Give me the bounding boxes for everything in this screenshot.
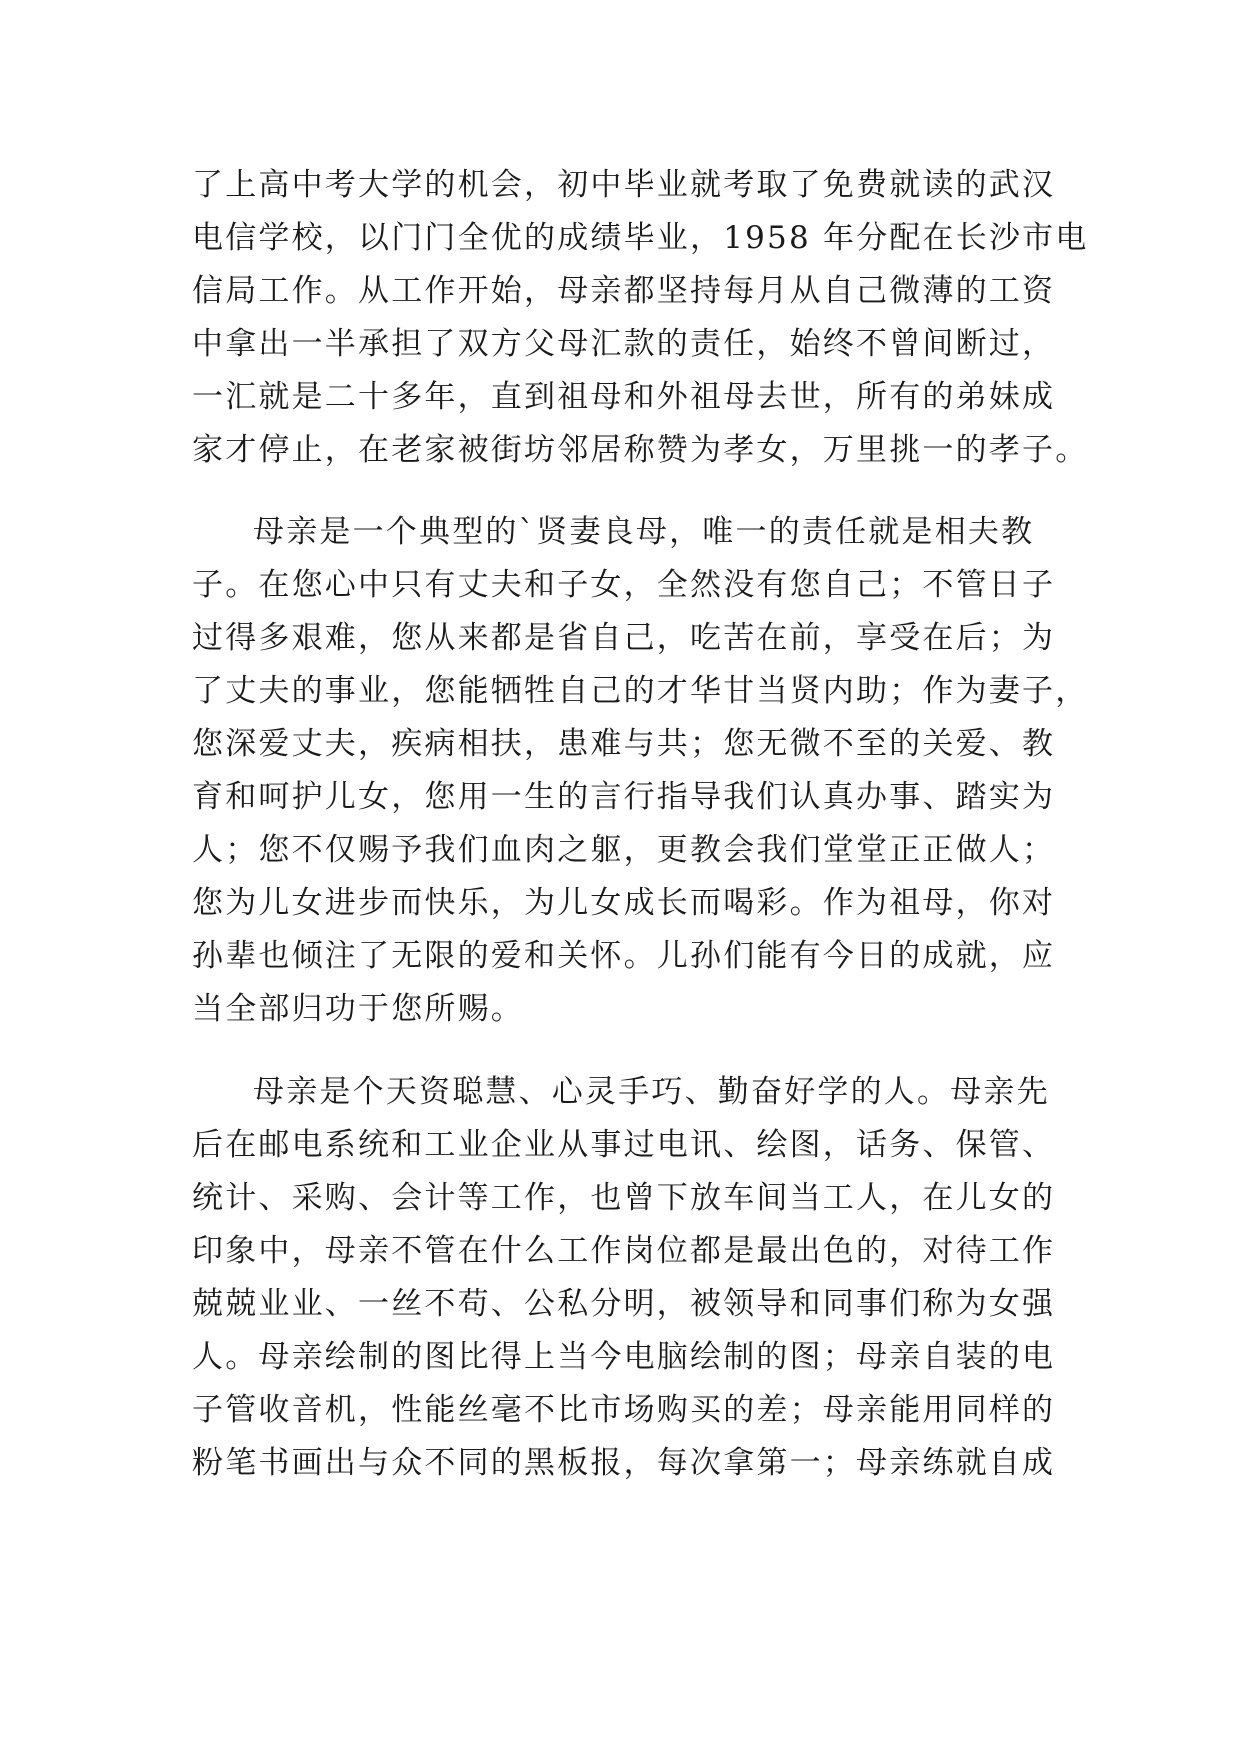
text-line: 一汇就是二十多年，直到祖母和外祖母去世，所有的弟妹成 [192,379,1056,415]
text-line: 印象中，母亲不管在什么工作岗位都是最出色的，对待工作 [192,1233,1056,1269]
text-line: 信局工作。从工作开始，母亲都坚持每月从自己微薄的工资 [192,273,1056,309]
text-line: 了上高中考大学的机会，初中毕业就考取了免费就读的武汉 [192,167,1056,203]
text-line: 育和呵护儿女，您用一生的言行指导我们认真办事、踏实为 [192,779,1056,815]
paragraph-first-line: 母亲是个天资聪慧、心灵手巧、勤奋好学的人。母亲先 [253,1074,1050,1110]
text-line: 粉笔书画出与众不同的黑板报，每次拿第一；母亲练就自成 [192,1445,1056,1481]
text-line: 人。母亲绘制的图比得上当今电脑绘制的图；母亲自装的电 [192,1339,1056,1375]
text-line: 统计、采购、会计等工作，也曾下放车间当工人，在儿女的 [192,1180,1056,1216]
text-line: 后在邮电系统和工业企业从事过电讯、绘图，话务、保管、 [192,1127,1056,1163]
text-line: 您深爱丈夫，疾病相扶，患难与共；您无微不至的关爱、教 [192,726,1056,762]
text-line: 当全部归功于您所赐。 [192,991,524,1027]
text-line: 兢兢业业、一丝不苟、公私分明，被领导和同事们称为女强 [192,1286,1056,1322]
text-line: 您为儿女进步而快乐，为儿女成长而喝彩。作为祖母，你对 [192,885,1056,921]
text-line: 孙辈也倾注了无限的爱和关怀。儿孙们能有今日的成就，应 [192,938,1056,974]
text-line: 家才停止，在老家被街坊邻居称赞为孝女，万里挑一的孝子。 [192,432,1089,468]
paragraph-first-line: 母亲是一个典型的`贤妻良母，唯一的责任就是相夫教 [253,514,1035,550]
text-line: 电信学校，以门门全优的成绩毕业，1958 年分配在长沙市电 [192,220,1089,256]
text-line: 过得多艰难，您从来都是省自己，吃苦在前，享受在后；为 [192,620,1056,656]
text-line: 子。在您心中只有丈夫和子女，全然没有您自己；不管日子 [192,567,1056,603]
text-line: 了丈夫的事业，您能牺牲自己的才华甘当贤内助；作为妻子， [192,673,1089,709]
text-line: 子管收音机，性能丝毫不比市场购买的差；母亲能用同样的 [192,1392,1056,1428]
text-line: 人；您不仅赐予我们血肉之躯，更教会我们堂堂正正做人； [192,832,1056,868]
text-line: 中拿出一半承担了双方父母汇款的责任，始终不曾间断过， [192,326,1056,362]
